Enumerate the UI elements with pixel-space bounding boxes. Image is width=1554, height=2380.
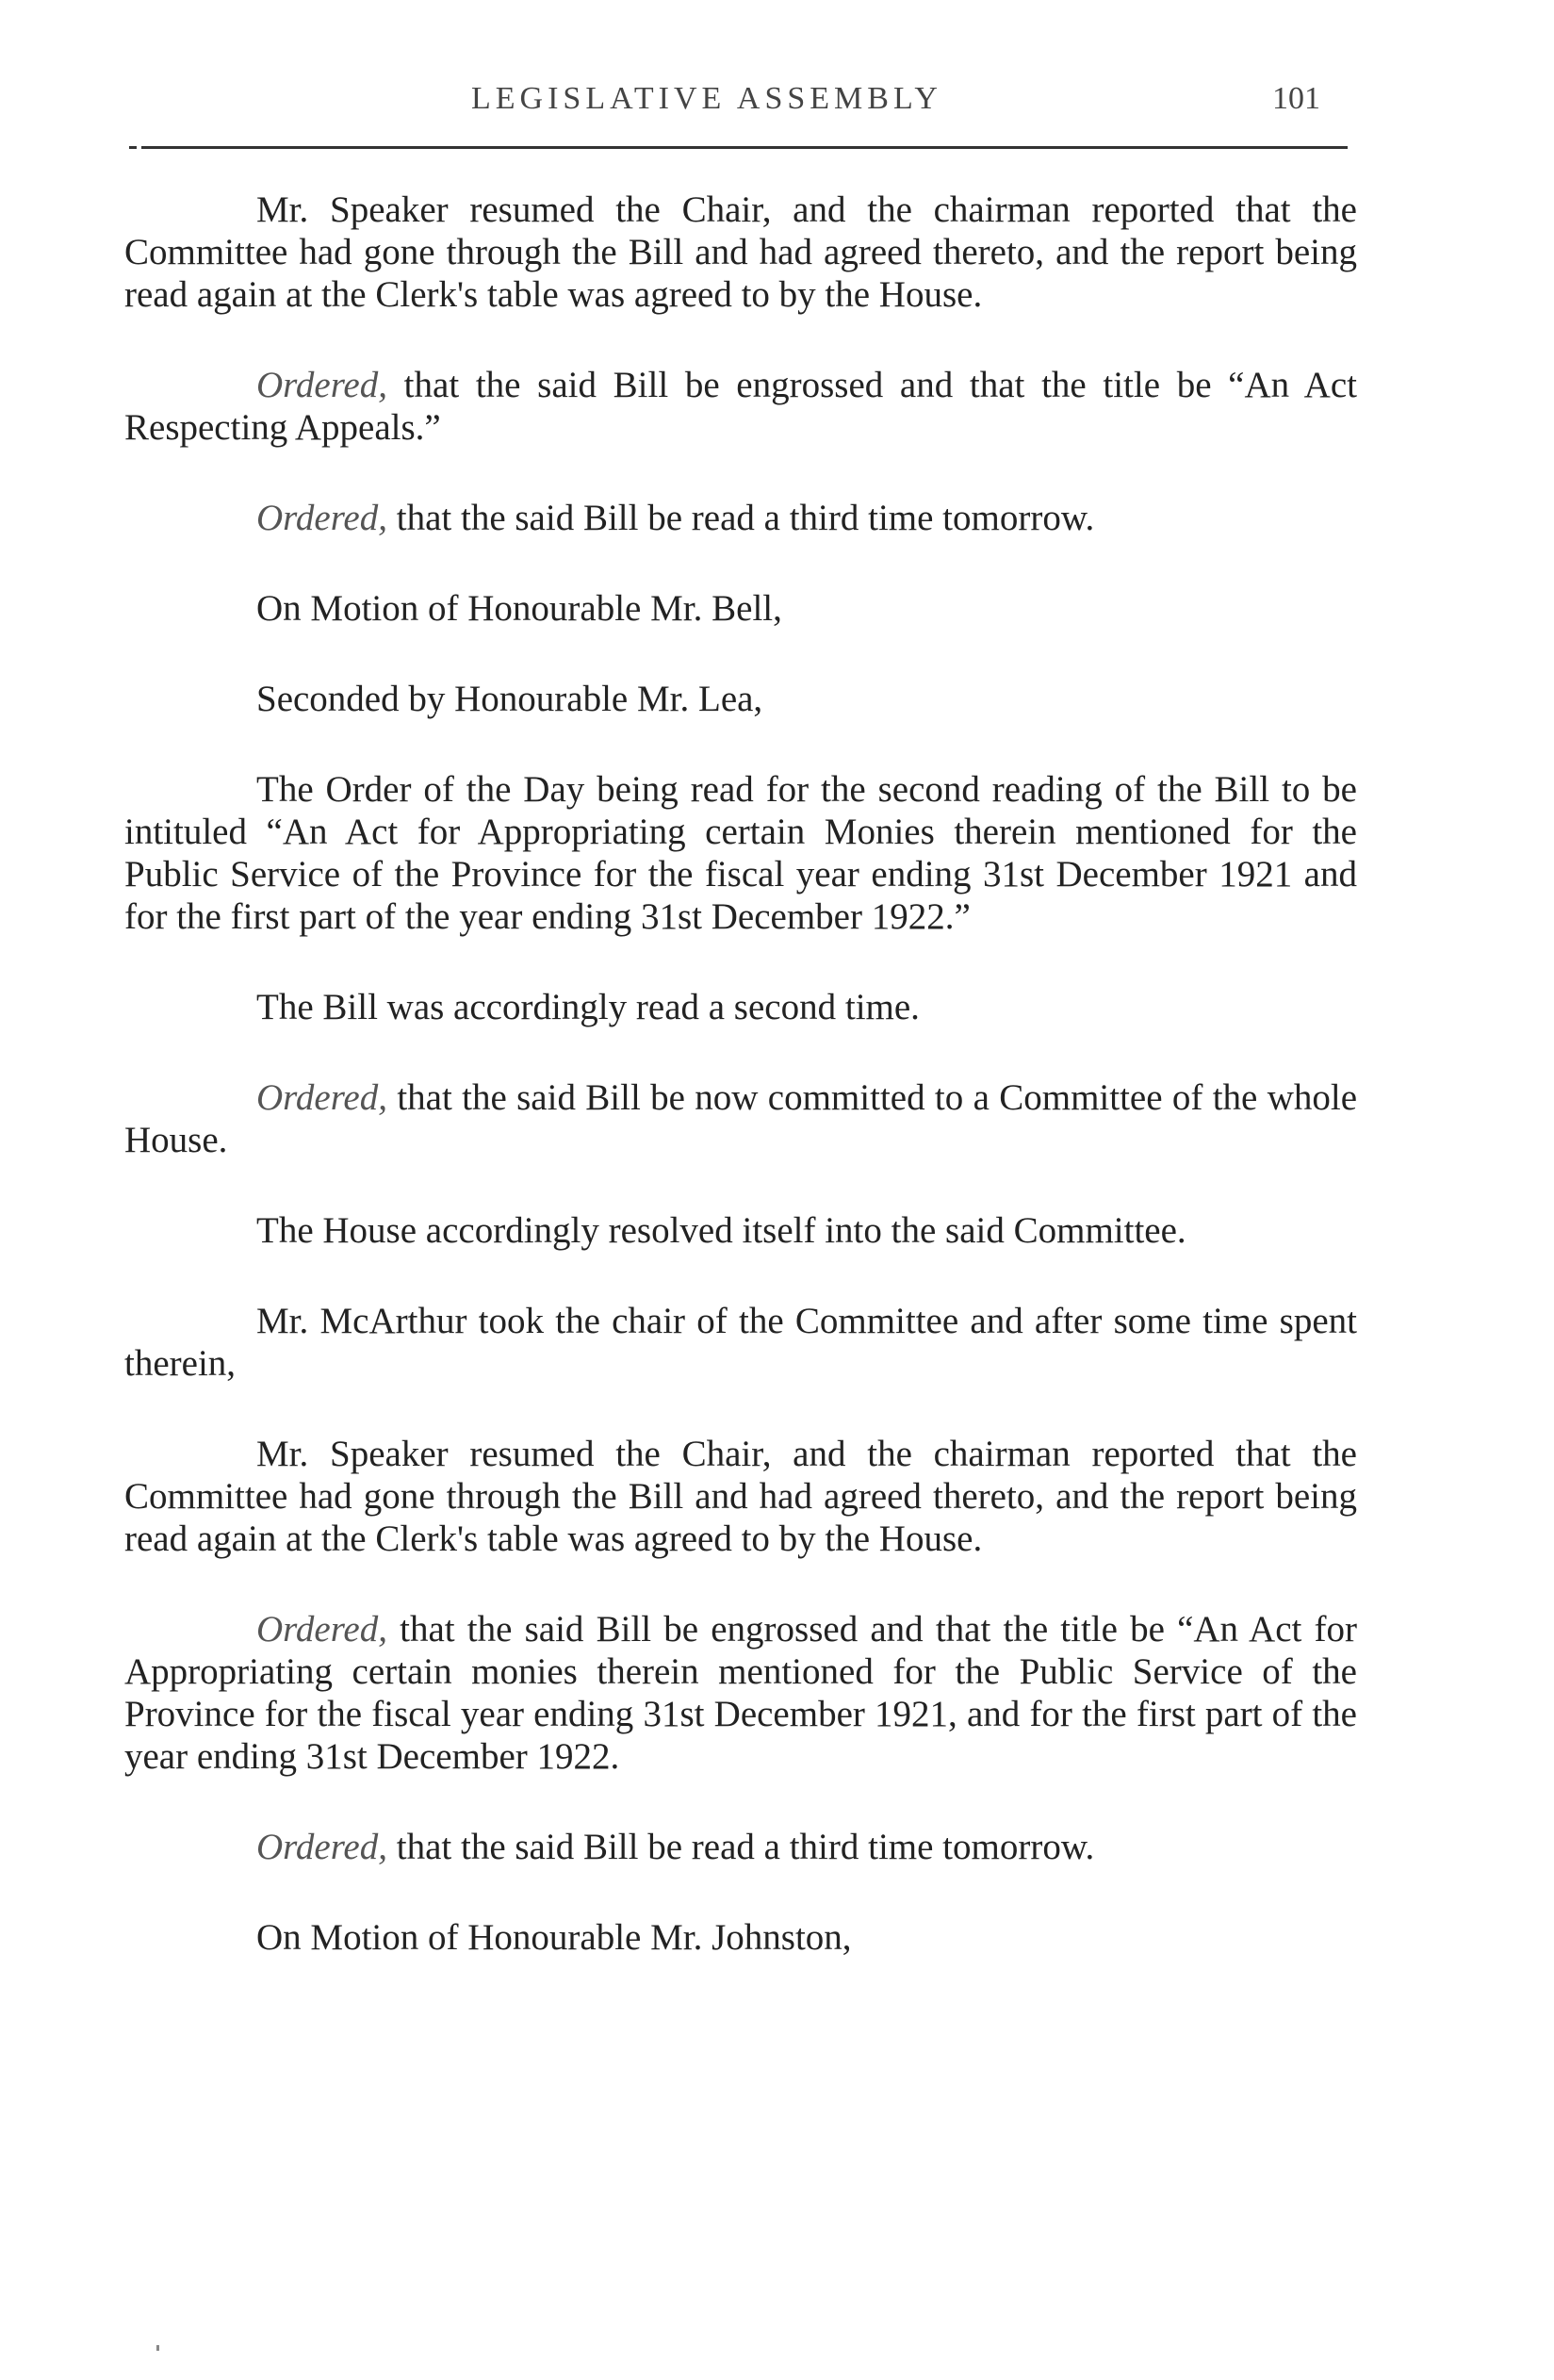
page-number: 101: [1272, 81, 1320, 116]
paragraph-text: The House accordingly resolved itself into the said Committee.: [256, 1210, 1186, 1251]
paragraph-text: Seconded by Honourable Mr. Lea,: [256, 679, 763, 719]
paragraph-house-resolved: [124, 1209, 1357, 1252]
paragraph-text: that the said Bill be engrossed and that the title be “An Act for Appropriating certain monies therein mentioned for the Public Service of the Province for the fiscal year ending 31st December 1921, and for the first part of the year ending 31st December 1922.: [124, 1609, 1357, 1777]
paragraph-text: that the said Bill be now committed to a Committee of the whole House.: [124, 1077, 1357, 1160]
header-rule-dash: [129, 146, 137, 149]
paragraph-speaker-resumed-1: [124, 189, 1357, 316]
paragraph-text: On Motion of Honourable Mr. Johnston,: [256, 1917, 852, 1958]
paragraph-text: Mr. McArthur took the chair of the Committee and after some time spent therein,: [124, 1301, 1357, 1384]
paragraph-text: The Bill was accordingly read a second time.: [256, 987, 920, 1027]
paragraph-speaker-resumed-2: [124, 1433, 1357, 1560]
paragraph-text: On Motion of Honourable Mr. Bell,: [256, 588, 782, 629]
paragraph-text: Mr. Speaker resumed the Chair, and the chairman reported that the Committee had gone through the Bill and had agreed thereto, and the report being read again at the Clerk's table was agreed to by the House.: [124, 1434, 1357, 1559]
ordered-lead: Ordered,: [256, 1077, 387, 1118]
paragraph-text: that the said Bill be read a third time tomorrow.: [387, 498, 1095, 538]
paragraph-ordered-engrossed-1: [124, 364, 1357, 449]
ordered-lead: Ordered,: [256, 1609, 387, 1650]
paragraph-text: The Order of the Day being read for the second reading of the Bill to be intituled “An Act for Appropriating certain Monies therein mentioned for the Public Service of the Province for the fiscal year ending 31st December 1921 and for the first part of the year ending 31st December 1922.”: [124, 769, 1357, 937]
paragraph-seconded-lea: [124, 678, 1357, 720]
paragraph-ordered-third-reading-1: [124, 497, 1357, 539]
running-head-title: LEGISLATIVE ASSEMBLY: [471, 81, 942, 116]
ordered-lead: Ordered,: [256, 498, 387, 538]
paragraph-text: Mr. Speaker resumed the Chair, and the chairman reported that the Committee had gone through the Bill and had agreed thereto, and the report being read again at the Clerk's table was agreed to by the House.: [124, 189, 1357, 315]
paragraph-motion-bell: [124, 587, 1357, 630]
ordered-lead: Ordered,: [256, 1827, 387, 1867]
scan-speck: [156, 2345, 159, 2351]
paragraph-ordered-committed: [124, 1076, 1357, 1161]
paragraph-motion-johnston: [124, 1916, 1357, 1959]
paragraph-text: that the said Bill be engrossed and that the title be “An Act Respecting Appeals.”: [124, 365, 1357, 448]
journal-body: [124, 189, 1357, 2007]
paragraph-ordered-third-reading-2: [124, 1826, 1357, 1868]
paragraph-mcarthur-chair: [124, 1300, 1357, 1385]
ordered-lead: Ordered,: [256, 365, 387, 405]
header-rule: [141, 146, 1348, 149]
paragraph-ordered-engrossed-2: [124, 1608, 1357, 1778]
paragraph-second-reading: [124, 986, 1357, 1028]
paragraph-text: that the said Bill be read a third time tomorrow.: [387, 1827, 1095, 1867]
paragraph-order-of-day: [124, 768, 1357, 938]
